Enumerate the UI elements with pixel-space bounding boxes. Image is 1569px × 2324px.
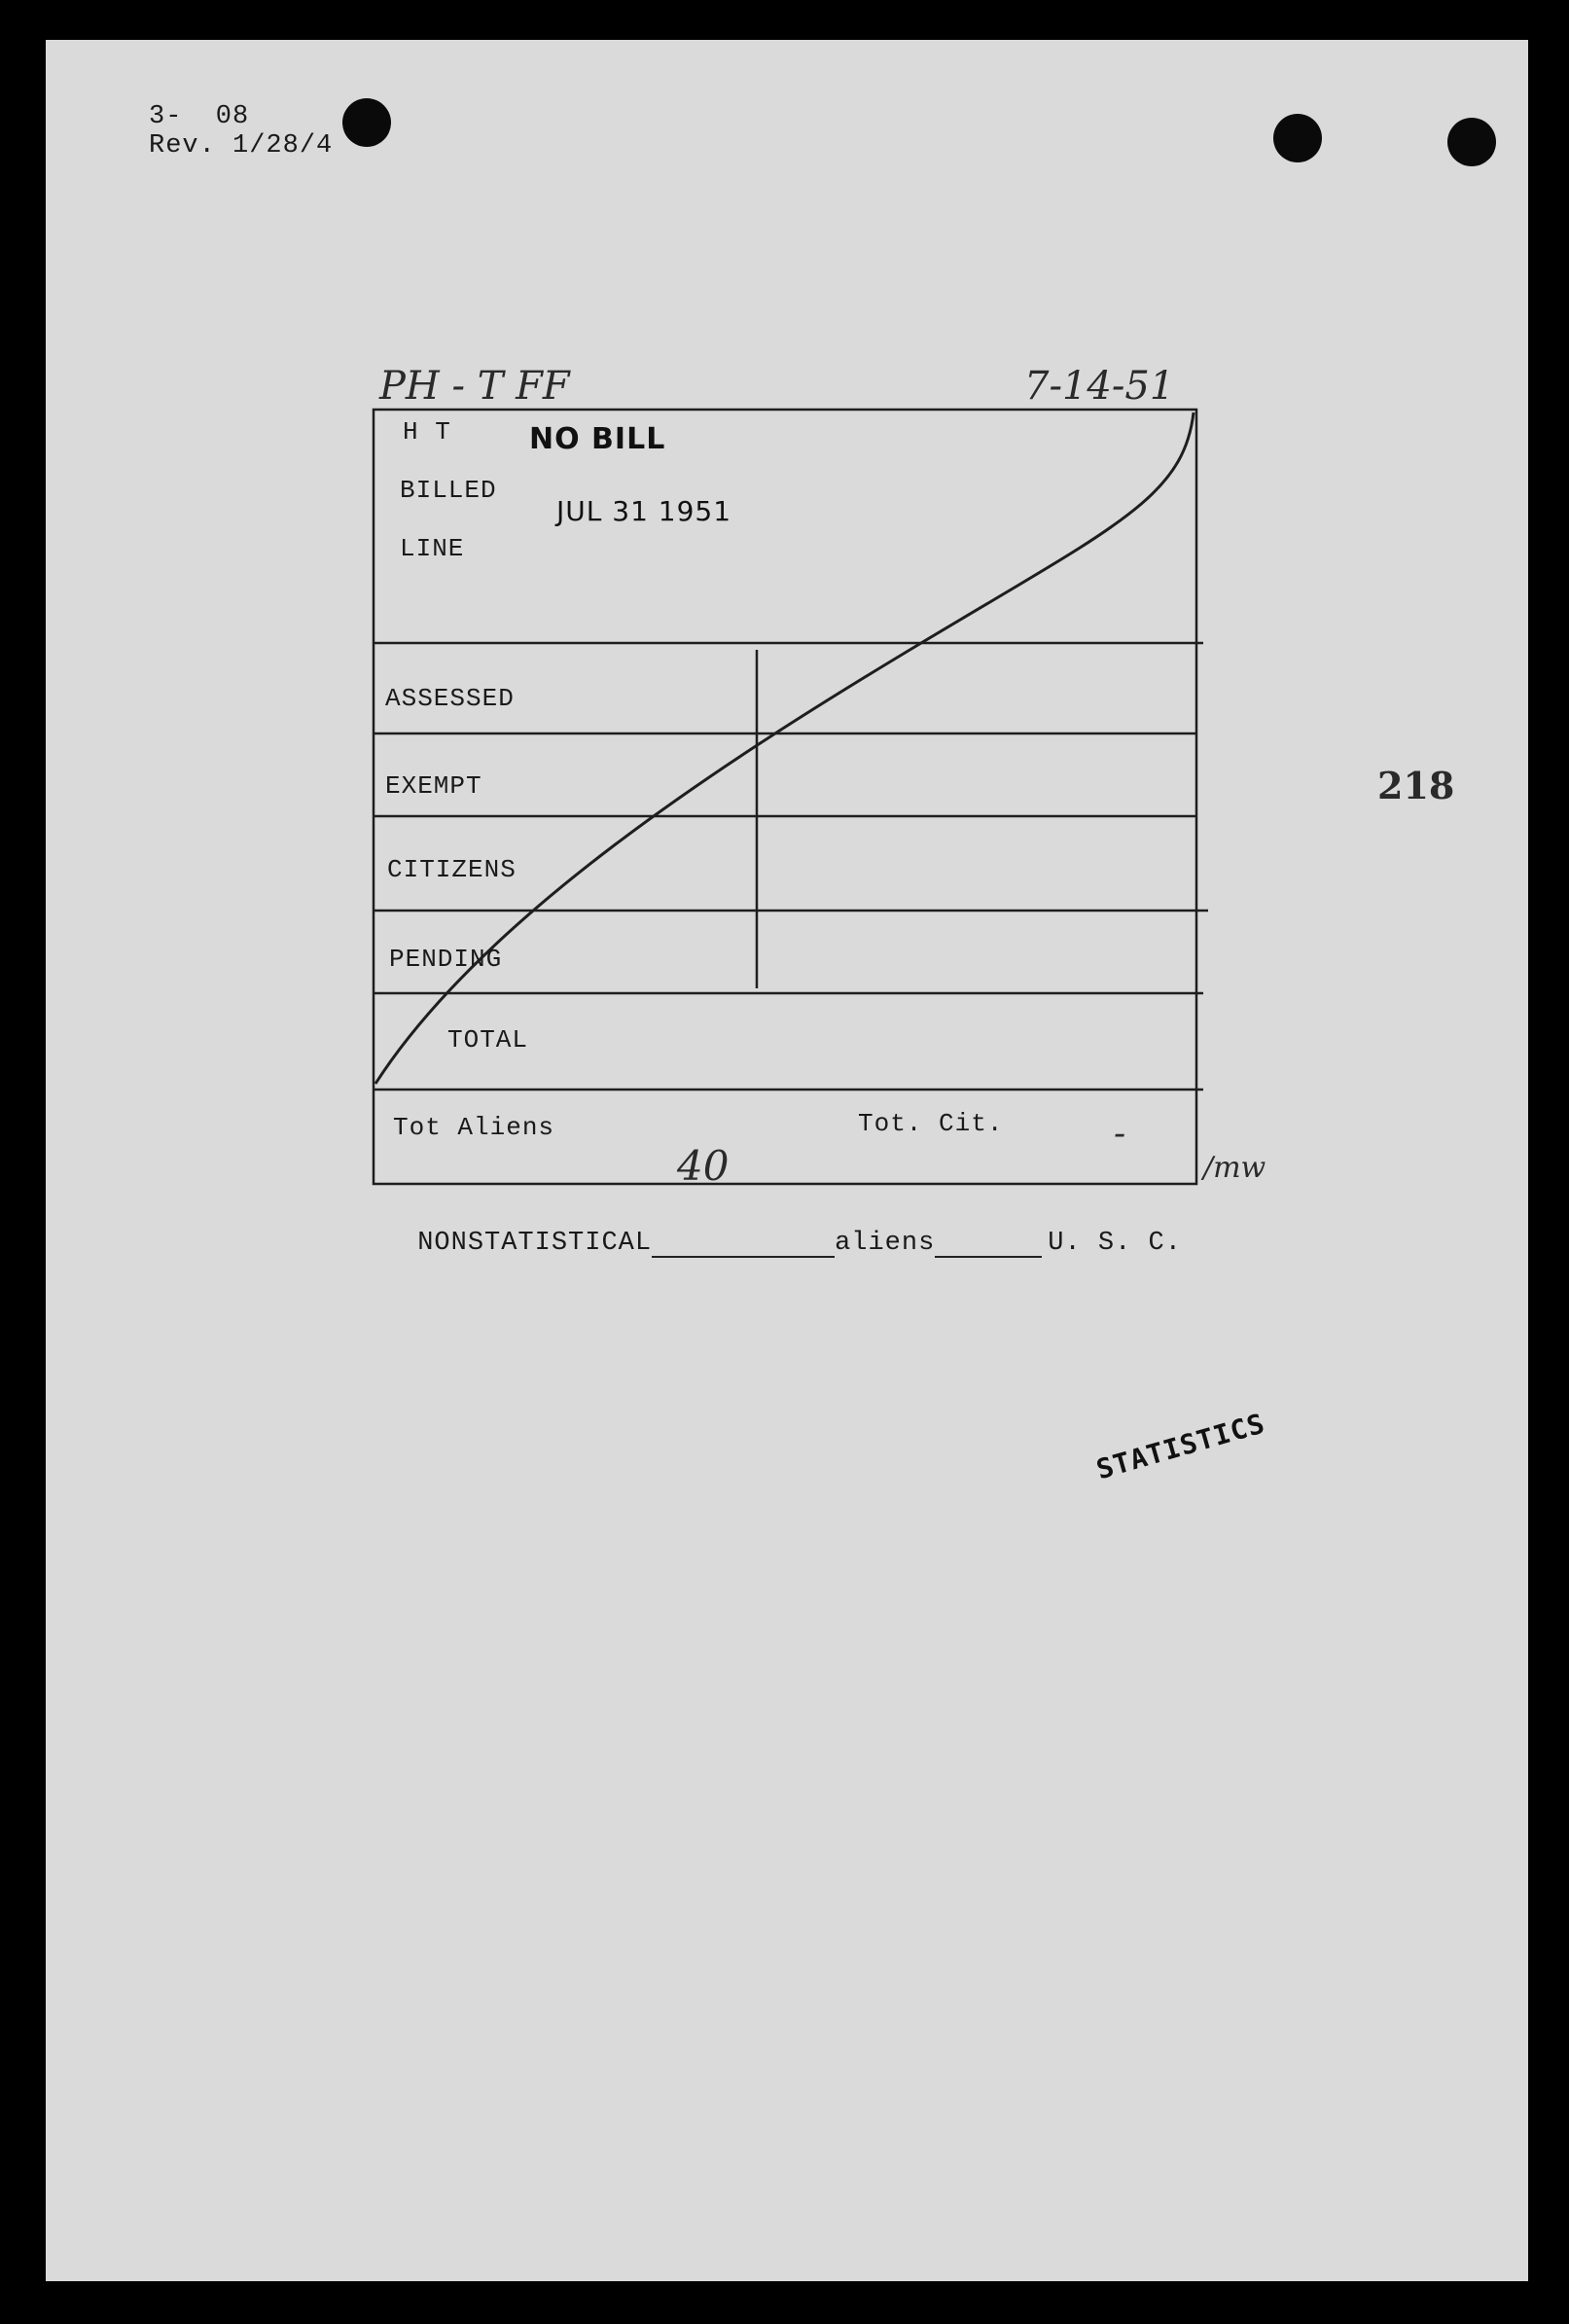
date-stamp: JUL 31 1951 [556, 495, 732, 527]
total-label: TOTAL [447, 1025, 529, 1055]
tot-aliens-label: Tot Aliens [393, 1113, 555, 1142]
initials: /mw [1203, 1151, 1266, 1185]
tot-aliens-value: 40 [677, 1142, 730, 1190]
punch-hole-left [342, 98, 391, 147]
row-label-pending: PENDING [389, 945, 503, 974]
ht-label: H T [403, 417, 451, 447]
aliens-label: aliens [835, 1229, 936, 1258]
form-code [149, 102, 333, 161]
cancel-stroke [375, 412, 1194, 1084]
row-label-assessed: ASSESSED [385, 684, 515, 713]
outer-frame [374, 410, 1196, 1184]
usc-label: U. S. C. [1048, 1229, 1182, 1258]
line-label: LINE [400, 534, 465, 563]
form-lines [46, 40, 1528, 2281]
punch-hole-mid [1273, 114, 1322, 162]
row-label-citizens: CITIZENS [387, 855, 517, 884]
aliens-blank [935, 1233, 1042, 1258]
form-number: 3- 08 [149, 102, 250, 131]
no-bill-stamp: NO BILL [529, 422, 666, 456]
handwritten-code: PH - T FF [379, 364, 570, 409]
form-page [46, 40, 1528, 2281]
punch-hole-right [1447, 118, 1496, 166]
form-revision: Rev. 1/28/4 [149, 131, 334, 161]
tot-cit-value: - [1114, 1114, 1126, 1154]
nonstatistical-line [317, 1199, 1182, 1287]
nonstatistical-label: NONSTATISTICAL [417, 1229, 653, 1258]
tot-cit-label: Tot. Cit. [858, 1109, 1004, 1138]
row-label-exempt: EXEMPT [385, 771, 482, 801]
billed-label: BILLED [400, 476, 497, 505]
page-number: 218 [1377, 764, 1455, 807]
handwritten-date: 7-14-51 [1024, 364, 1175, 409]
statistics-stamp: STATISTICS [1092, 1407, 1269, 1486]
nonstatistical-blank [652, 1233, 835, 1258]
